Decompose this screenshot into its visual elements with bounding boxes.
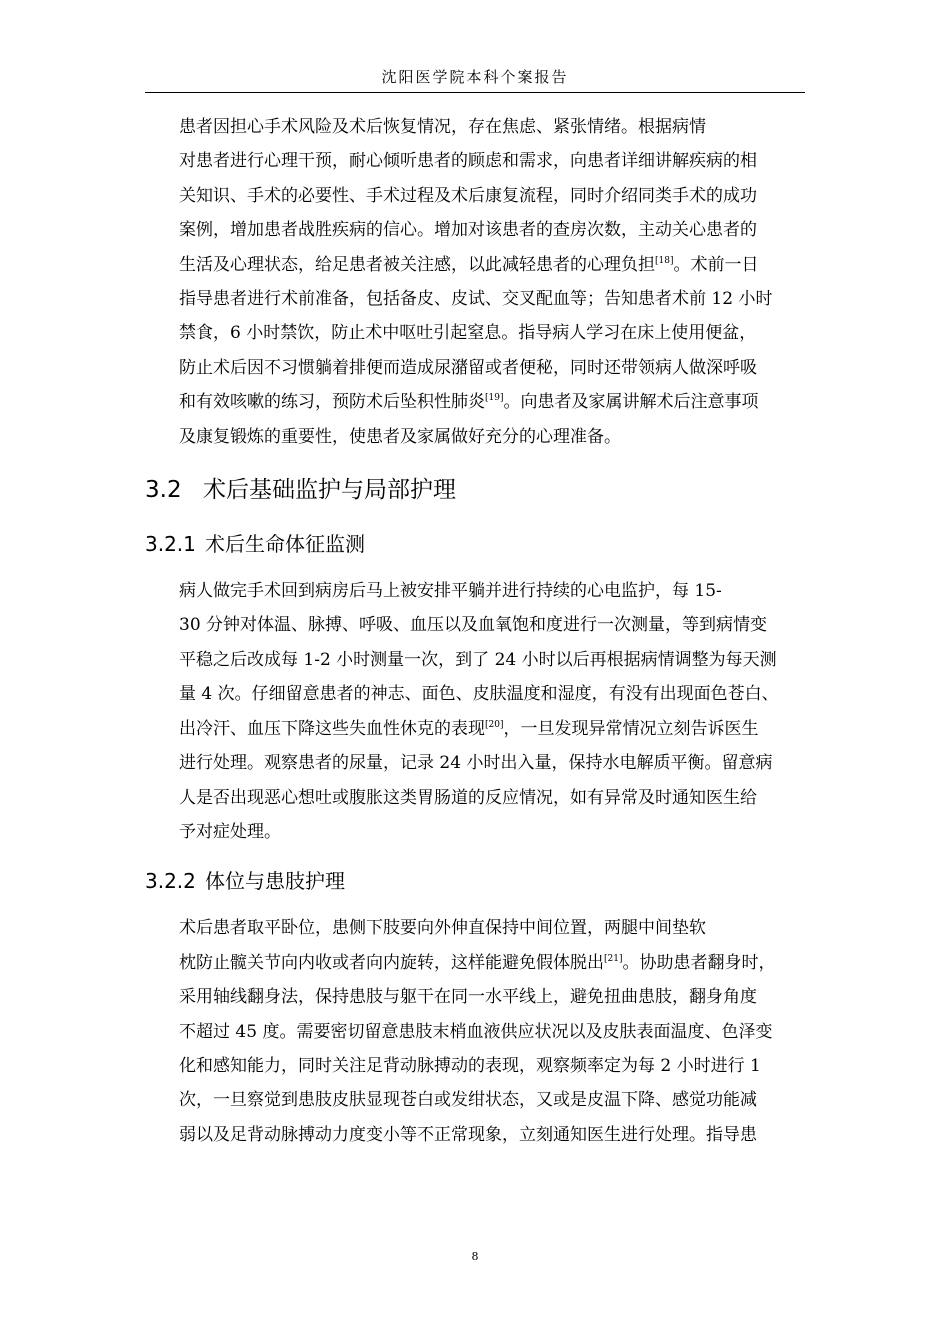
subsection-title: 术后生命体征监测	[205, 532, 365, 557]
text-segment: 生活及心理状态，给足患者被关注感，以此减轻患者的心理负担	[179, 254, 655, 275]
text-line	[145, 946, 810, 980]
text-line: 关知识、手术的必要性、手术过程及术后康复流程，同时介绍同类手术的成功	[179, 185, 757, 206]
text-line: 弱以及足背动脉搏动力度变小等不正常现象，立刻通知医生进行处理。指导患	[179, 1124, 757, 1145]
text-line: 不超过 45 度。需要密切留意患肢末梢血液供应状况以及皮肤表面温度、色泽变	[179, 1021, 773, 1042]
text-line: 对患者进行心理干预，耐心倾听患者的顾虑和需求，向患者详细讲解疾病的相	[179, 151, 757, 172]
subsection-heading-3-2-2	[145, 861, 810, 901]
paragraph-limb-care	[145, 911, 810, 1152]
text-line	[145, 712, 810, 746]
text-line: 人是否出现恶心想吐或腹胀这类胃肠道的反应情况，如有异常及时通知医生给	[179, 787, 757, 808]
text-line: 术后患者取平卧位，患侧下肢要向外伸直保持中间位置，两腿中间垫软	[179, 918, 706, 939]
text-line: 量 4 次。仔细留意患者的神志、面色、皮肤温度和湿度，有没有出现面色苍白、	[179, 684, 779, 705]
subsection-number: 3.2.2	[145, 869, 196, 894]
text-segment: 枕防止髋关节向内收或者向内旋转，这样能避免假体脱出	[179, 952, 604, 973]
text-line: 予对症处理。	[179, 821, 281, 842]
text-line: 禁食，6 小时禁饮，防止术中呕吐引起窒息。指导病人学习在床上使用便盆，	[179, 323, 757, 344]
page-body	[145, 110, 810, 1152]
section-heading-3-2	[145, 468, 810, 512]
text-line: 30 分钟对体温、脉搏、呼吸、血压以及血氧饱和度进行一次测量，等到病情变	[179, 615, 768, 636]
section-title: 术后基础监护与局部护理	[203, 477, 456, 504]
text-line	[145, 248, 810, 282]
text-line: 病人做完手术回到病房后马上被安排平躺并进行持续的心电监护，每 15-	[179, 581, 722, 602]
text-line: 指导患者进行术前准备，包括备皮、皮试、交叉配血等；告知患者术前 12 小时	[179, 289, 773, 310]
text-line: 及康复锻炼的重要性，使患者及家属做好充分的心理准备。	[179, 426, 621, 447]
text-line: 案例，增加患者战胜疾病的信心。增加对该患者的查房次数，主动关心患者的	[179, 220, 757, 241]
text-line: 次，一旦察觉到患肢皮肤显现苍白或发绀状态，又或是皮温下降、感觉功能减	[179, 1090, 757, 1111]
text-line: 进行处理。观察患者的尿量，记录 24 小时出入量，保持水电解质平衡。留意病	[179, 753, 773, 774]
subsection-heading-3-2-1	[145, 524, 810, 564]
citation-18: [18]	[655, 255, 674, 266]
text-segment: ，一旦发现异常情况立刻告诉医生	[503, 718, 759, 739]
subsection-number: 3.2.1	[145, 532, 196, 557]
text-line: 平稳之后改成每 1-2 小时测量一次，到了 24 小时以后再根据病情调整为每天测	[179, 649, 777, 670]
page-header	[145, 62, 805, 93]
text-segment: 。协助患者翻身时，	[622, 952, 776, 973]
paragraph-preoperative-care	[145, 110, 810, 454]
subsection-title: 体位与患肢护理	[205, 869, 345, 894]
text-segment: 和有效咳嗽的练习，预防术后坠积性肺炎	[179, 392, 485, 413]
citation-21: [21]	[604, 953, 623, 964]
citation-19: [19]	[485, 393, 504, 404]
page-number: 8	[471, 1250, 479, 1263]
header-title: 沈阳医学院本科个案报告	[381, 68, 569, 86]
citation-20: [20]	[485, 719, 504, 730]
text-line: 采用轴线翻身法，保持患肢与躯干在同一水平线上，避免扭曲患肢，翻身角度	[179, 987, 757, 1008]
text-line: 化和感知能力，同时关注足背动脉搏动的表现，观察频率定为每 2 小时进行 1	[179, 1055, 761, 1076]
text-segment: 出冷汗、血压下降这些失血性休克的表现	[179, 718, 485, 739]
text-line: 患者因担心手术风险及术后恢复情况，存在焦虑、紧张情绪。根据病情	[179, 117, 706, 137]
text-segment: 。向患者及家属讲解术后注意事项	[503, 392, 759, 413]
text-segment: 。术前一日	[673, 254, 759, 275]
text-line	[145, 385, 810, 419]
text-line: 防止术后因不习惯躺着排便而造成尿潴留或者便秘，同时还带领病人做深呼吸	[179, 357, 757, 378]
section-number: 3.2	[145, 477, 182, 504]
paragraph-vital-signs	[145, 574, 810, 849]
